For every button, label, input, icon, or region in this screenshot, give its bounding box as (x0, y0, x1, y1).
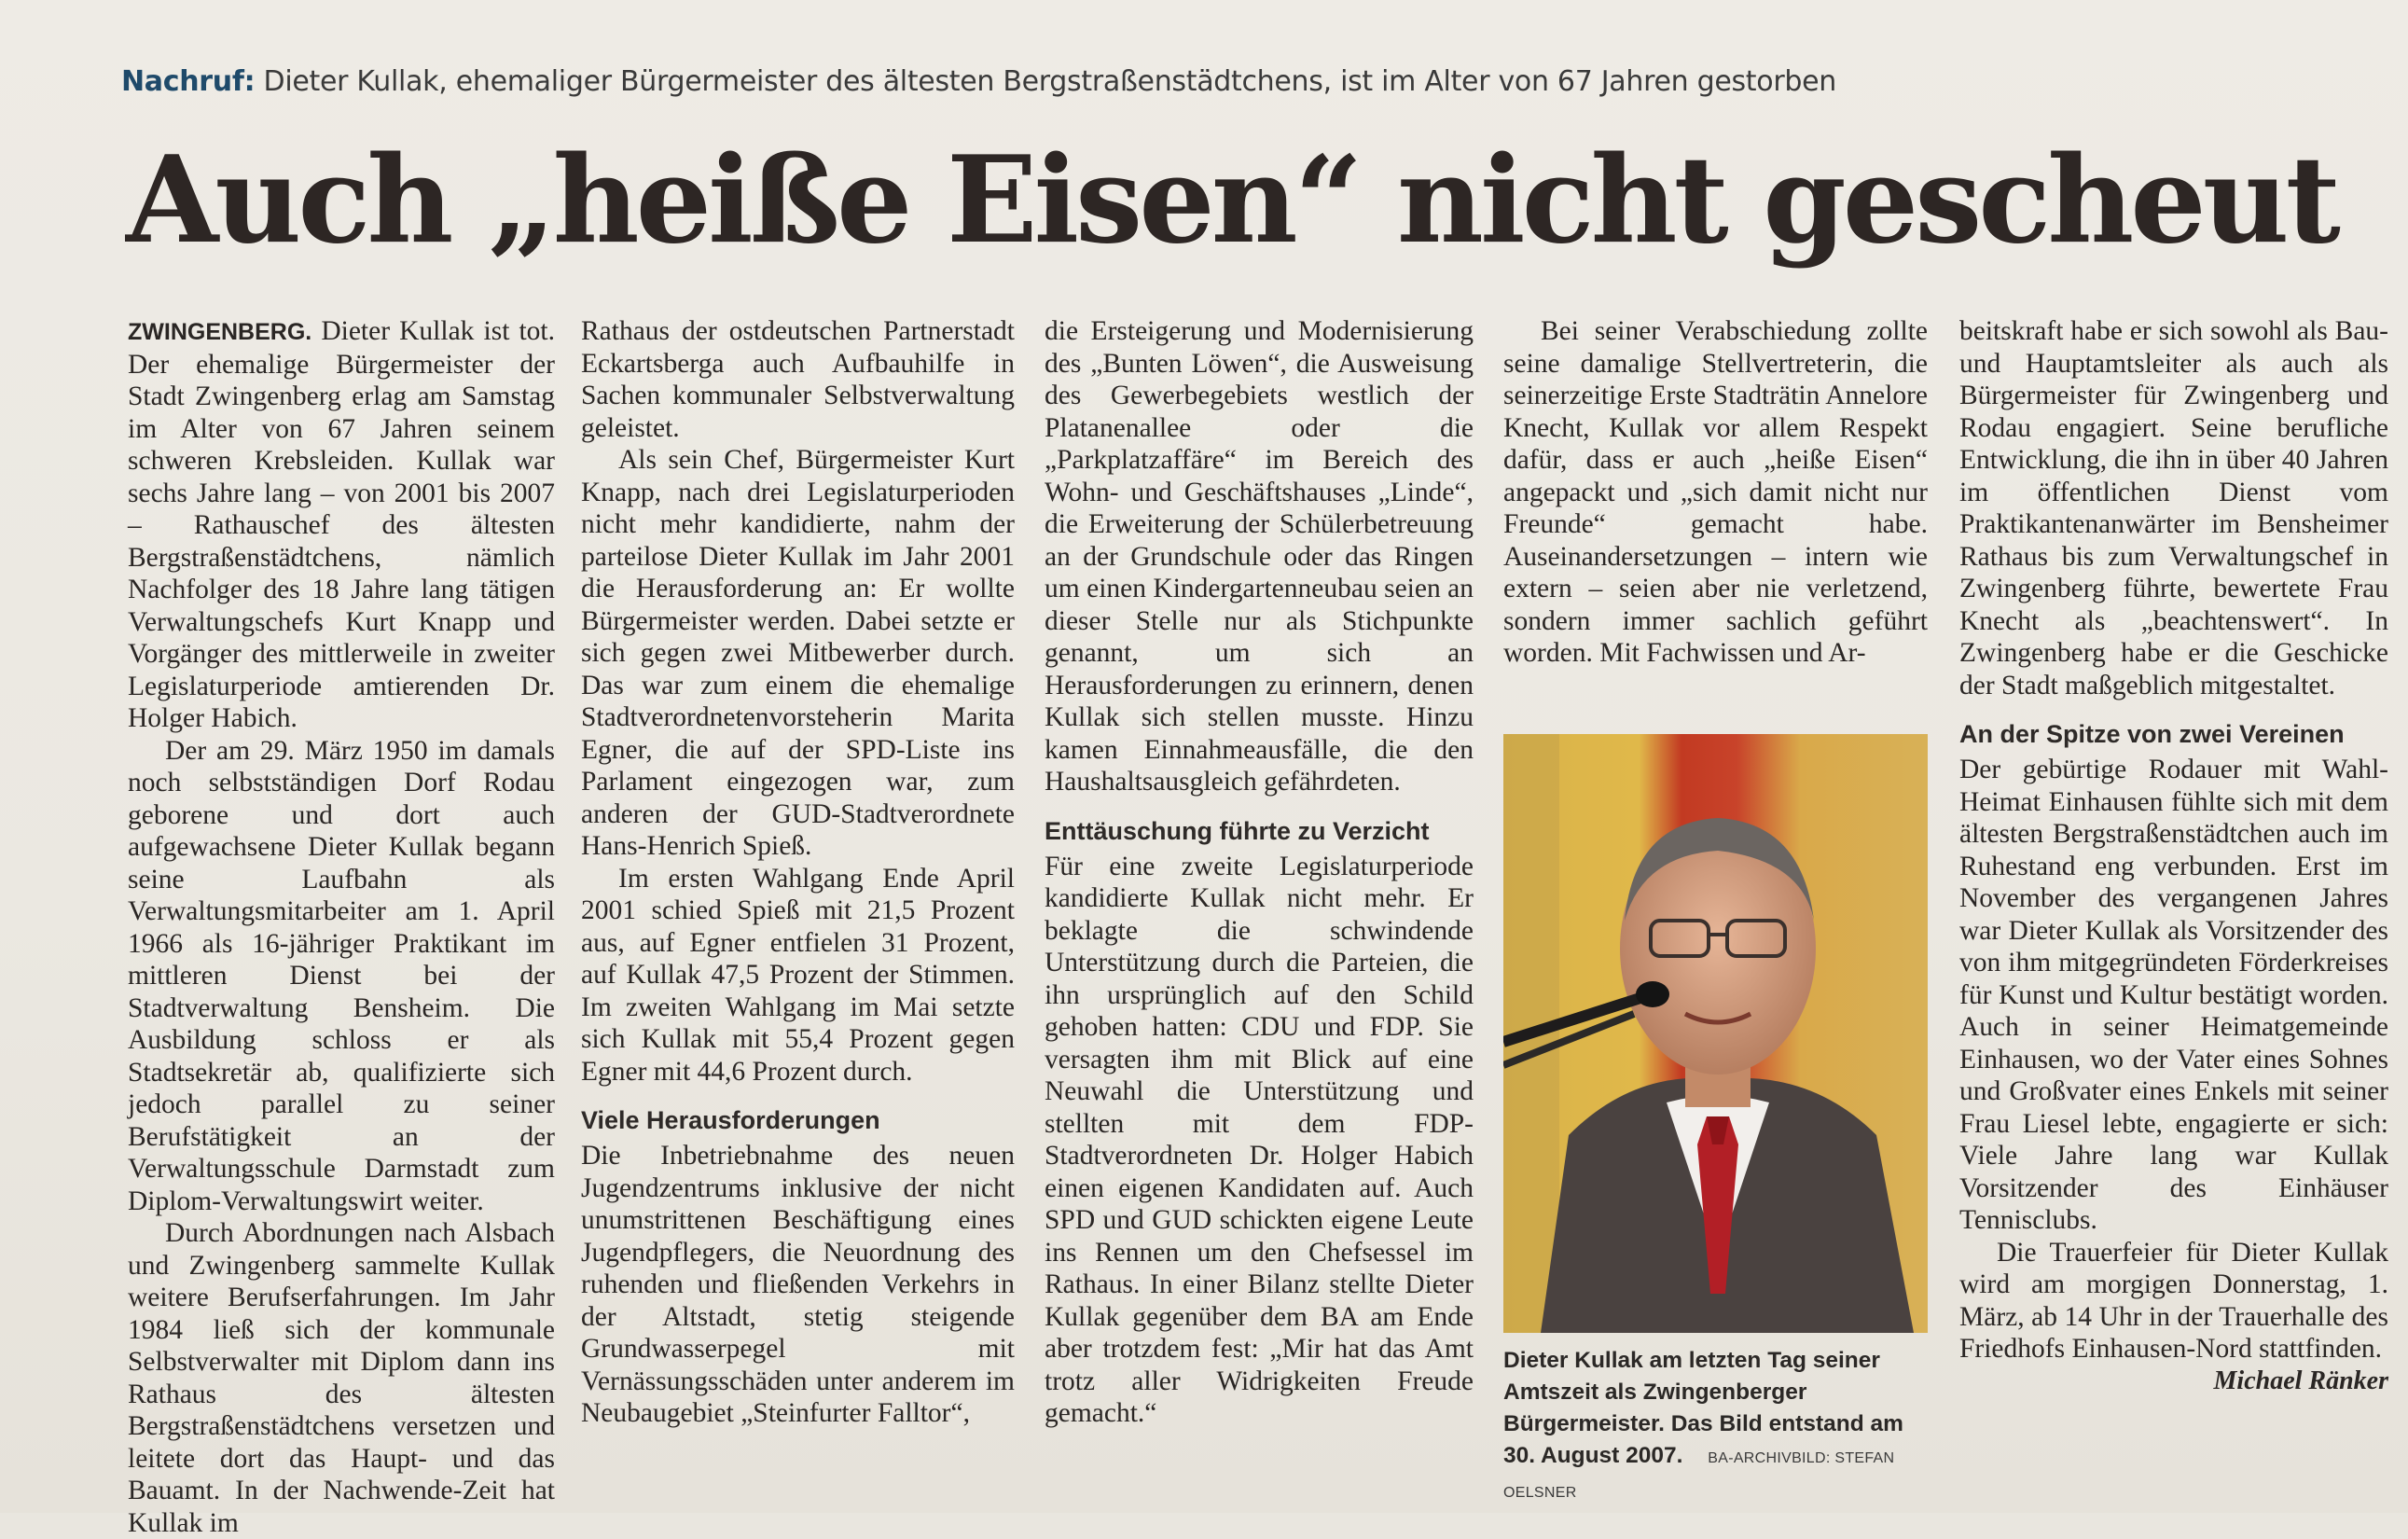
paragraph-text: Die Trauerfeier für Dieter Kullak wird am morgigen Donnerstag, 1. März, ab 14 Uhr in der Trauerhalle des Friedhofs Einhausen-Nord stattfinden. (1959, 1237, 2388, 1364)
subheading: Viele Herausforderungen (581, 1106, 880, 1134)
paragraph: Bei seiner Verabschiedung zollte seine damalige Stellvertreterin, die seinerzeitige Erste Stadträtin Annelore Knecht, Kullak vor allem Respekt dafür, dass er auch „heiße Eisen“ angepackt und „sich damit nicht nur Freunde“ gemacht habe. Auseinandersetzungen – intern wie extern – seien aber nie verletzend, sondern immer sachlich geführt worden. Mit Fachwissen und Ar- (1503, 316, 1928, 668)
article-column-5 (1959, 315, 2388, 1397)
paragraph: Der am 29. März 1950 im damals noch selbstständigen Dorf Rodau geborene und dort auch aufgewachsene Dieter Kullak begann seine Laufbahn als Verwaltungsmitarbeiter am 1. April 1966 als 16-jähriger Praktikant im mittleren Dienst bei der Stadtverwaltung Bensheim. Die Ausbildung schloss er als Stadtsekretär ab, qualifizierte sich jedoch parallel zu seiner Berufstätigkeit an der Verwaltungsschule Darmstadt zum Diplom-Verwaltungswirt weiter. (128, 735, 555, 1216)
dateline: ZWINGENBERG. (128, 319, 312, 345)
author-byline: Michael Ränker (2213, 1366, 2388, 1395)
subheading: Enttäuschung führte zu Verzicht (1045, 816, 1430, 845)
paragraph: Für eine zweite Legislaturperiode kandidierte Kullak nicht mehr. Er beklagte die schwindende Unterstützung durch die Parteien, die ihn ursprünglich auf den Schild gehoben hatten: CDU und FDP. Sie versagten ihm mit Blick auf eine Neuwahl die Unterstützung und stellten mit dem FDP-Stadtverordneten Dr. Holger Habich einen eigenen Kandidaten auf. Auch SPD und GUD schickten eigene Leute ins Rennen um den Chefsessel im Rathaus. In einer Bilanz stellte Dieter Kullak gegenüber dem BA am Ende aber trotzdem fest: „Mir hat das Amt trotz aller Widrigkeiten Freude gemacht.“ (1045, 851, 1474, 1428)
paragraph: beitskraft habe er sich sowohl als Bau- und Hauptamtsleiter als auch als Bürgermeister für Zwingenberg und Rodau engagiert. Seine berufliche Entwicklung, die ihn in über 40 Jahren im öffentlichen Dienst vom Praktikantenanwärter im Bensheimer Rathaus bis zum Verwaltungschef in Zwingenberg führte, bewertete Frau Knecht als „beachtenswert“. In Zwingenberg habe er die Geschicke der Stadt maßgeblich mitgestaltet. (1959, 316, 2388, 700)
paragraph (128, 315, 555, 735)
paragraph: Durch Abordnungen nach Alsbach und Zwingenberg sammelte Kullak weitere Berufserfahrungen. Im Jahr 1984 ließ sich der kommunale Selbstverwalter mit Diplom dann ins Rathaus des ältesten Bergstraßenstädtchens versetzen und leitete dort das Haupt- und das Bauamt. In der Nachwende-Zeit hat Kullak im (128, 1218, 555, 1538)
photo-credit: BA-ARCHIVBILD: STEFAN OELSNER (1503, 1450, 1895, 1501)
article-column-3 (1045, 315, 1474, 1430)
paragraph: die Ersteigerung und Modernisierung des „Bunten Löwen“, die Ausweisung des Gewerbegebiets westlich der Platanenallee oder die „Parkplatzaffäre“ im Bereich des Wohn- und Geschäftshauses „Linde“, die Erweiterung der Schülerbetreuung an der Grundschule oder das Ringen um einen Kindergartenneubau seien an dieser Stelle nur als Stichpunkte genannt, um sich an Herausforderungen zu erinnern, denen Kullak sich stellen musste. Hinzu kamen Einnahmeausfälle, die den Haushaltsausgleich gefährdeten. (1045, 316, 1474, 797)
paragraph-text: Dieter Kullak ist tot. Der ehemalige Bürgermeister der Stadt Zwingenberg erlag am Samstag im Alter von 67 Jahren seinem schweren Krebsleiden. Kullak war sechs Jahre lang – von 2001 bis 2007 – Rathauschef des ältesten Bergstraßenstädtchens, nämlich Nachfolger des 18 Jahre lang tätigen Verwaltungschefs Kurt Knapp und Vorgänger des mittlerweile in zweiter Legislaturperiode amtierenden Dr. Holger Habich. (128, 316, 556, 733)
paragraph: Die Inbetriebnahme des neuen Jugendzentrums inklusive der nicht unumstrittenen Beschäftigung eines Jugendpflegers, die Neuordnung des ruhenden und fließenden Verkehrs in der Altstadt, stetig steigende Grundwasserpegel mit Vernässungsschäden unter anderem im Neubaugebiet „Steinfurter Falltor“, (581, 1141, 1015, 1428)
paragraph: Im ersten Wahlgang Ende April 2001 schied Spieß mit 21,5 Prozent aus, auf Egner entfielen 31 Prozent, auf Kullak 47,5 Prozent der Stimmen. Im zweiten Wahlgang im Mai setzte sich Kullak mit 55,4 Prozent gegen Egner mit 44,6 Prozent durch. (581, 863, 1015, 1087)
paragraph: Als sein Chef, Bürgermeister Kurt Knapp, nach drei Legislaturperioden nicht mehr kandidierte, nahm der parteilose Dieter Kullak im Jahr 2001 die Herausforderung an: Er wollte Bürgermeister werden. Dabei setzte er sich gegen zwei Mitbewerber durch. Das war zum einem die ehemalige Stadtverordnetenvorsteherin Marita Egner, die auf der SPD-Liste ins Parlament eingezogen war, zum anderen der GUD-Stadtverordnete Hans-Henrich Spieß. (581, 445, 1015, 861)
article-column-1 (128, 315, 555, 1539)
photo-caption (1503, 1345, 1937, 1509)
kicker-label: Nachruf: (121, 65, 256, 98)
portrait-illustration (1503, 734, 1928, 1333)
caption-text: Dieter Kullak am letzten Tag seiner Amtszeit als Zwingenberger Bürgermeister. Das Bild entstand am 30. August 2007. (1503, 1348, 1903, 1468)
paragraph: Rathaus der ostdeutschen Partnerstadt Eckartsberga auch Aufbauhilfe in Sachen kommunaler Selbstverwaltung geleistet. (581, 316, 1015, 443)
kicker-text: Dieter Kullak, ehemaliger Bürgermeister des ältesten Bergstraßenstädtchens, ist im Alter von 67 Jahren gestorben (263, 65, 1836, 98)
kicker-line (121, 65, 2266, 98)
article-column-2 (581, 315, 1015, 1430)
paragraph: Der gebürtige Rodauer mit Wahl-Heimat Einhausen fühlte sich mit dem ältesten Bergstraßenstädtchen auch im Ruhestand eng verbunden. Erst im November des vergangenen Jahres war Dieter Kullak als Vorsitzender des von ihm mitgegründeten Förderkreises für Kunst und Kultur bestätigt worden. Auch in seiner Heimatgemeinde Einhausen, wo der Vater eines Sohnes und Großvater eines Enkels mit seiner Frau Liesel lebte, engagierte er sich: Viele Jahre lang war Kullak Vorsitzender des Einhäuser Tennisclubs. (1959, 755, 2388, 1235)
article-column-4 (1503, 315, 1928, 670)
headline: Auch „heiße Eisen“ nicht gescheut (126, 131, 2337, 270)
portrait-photo (1503, 734, 1928, 1333)
paragraph (1959, 1237, 2388, 1395)
subheading: An der Spitze von zwei Vereinen (1959, 720, 2345, 748)
